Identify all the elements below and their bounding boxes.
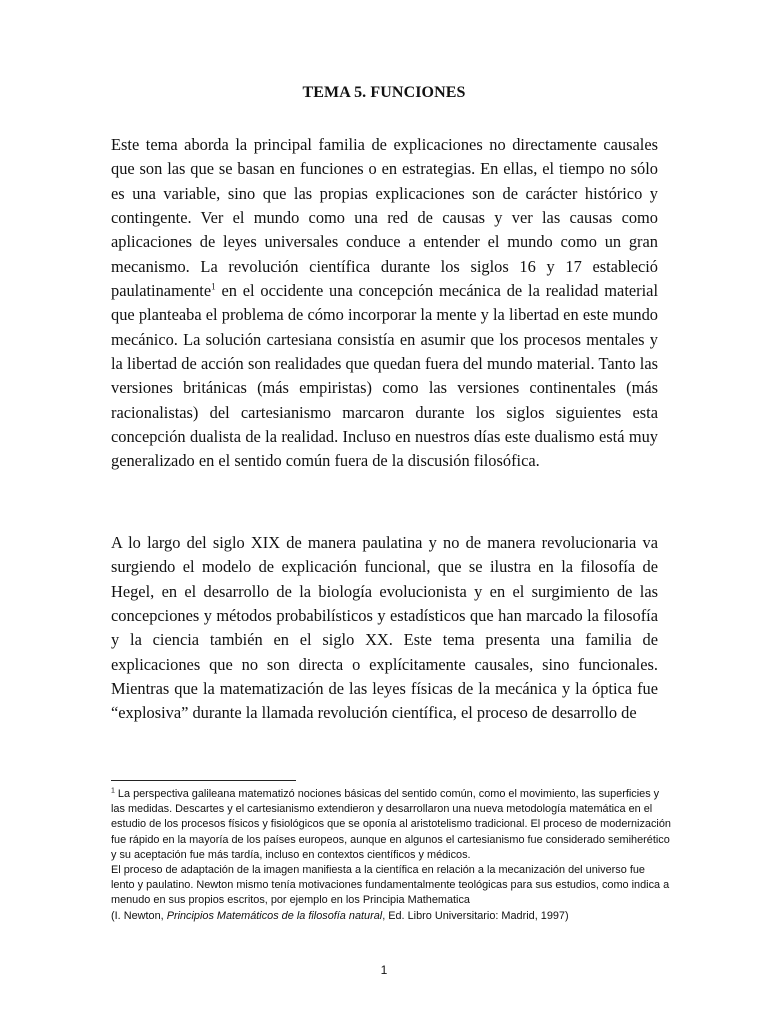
body-paragraph-2: A lo largo del siglo XIX de manera paulatina y no de manera revolucionaria va surgiendo el modelo de explicación funcional, que se ilustra en la filosofía de Hegel, en el desarrollo de la biología evolucionista y en el surgimiento de las concepciones y métodos probabilísticos y estadísticos que han marcado la filosofía y la ciencia también en el siglo XX. Este tema presenta una familia de explicaciones que no son directa o explícitamente causales, sino funcionales. Mientras que la matematización de las leyes físicas de la mecánica y la óptica fue “explosiva” durante la llamada revolución científica, el proceso de desarrollo de bbox=[111, 533, 658, 723]
page-title: TEMA 5. FUNCIONES bbox=[302, 84, 466, 101]
paragraph-1-text-b: en el occidente una concepción mecánica de la realidad material que planteaba el problema de cómo incorporar la mente y la libertad en este mundo mecánico. La solución cartesiana consistía en asumir que los procesos mentales y la libertad de acción son realidades que quedan fuera del mundo material. Tanto las versiones británicas (más empiristas) como las versiones continentales (más racionalistas) del cartesianismo marcaron durante los siglos siguientes esta concepción dualista de la realidad. Incluso en nuestros días este dualismo está muy generalizado en el sentido común fuera de la discusión filosófica. bbox=[111, 281, 658, 471]
paragraph-1-text-a: Este tema aborda la principal familia de explicaciones no directamente causales que son las que se basan en funciones o en estrategias. En ellas, el tiempo no sólo es una variable, sino que las propias explicaciones son de carácter histórico y contingente. Ver el mundo como una red de causas y ver las causas como aplicaciones de leyes universales conduce a entender el mundo como un gran mecanismo. La revolución científica durante los siglos 16 y 17 estableció paulatinamente bbox=[111, 135, 658, 301]
footnote-1-text-a: La perspectiva galileana matematizó nociones básicas del sentido común, como el movimiento, las superficies y las medidas. Descartes y el cartesianismo extendieron y desarrollaron una nueva metodología matemática en el estudio de los procesos físicos y fisiológicos que se oponía al aristotelismo tradicional. El proceso de modernización fue rápido en la mayoría de los países europeos, aunque en algunos el cartesianismo fue considerado semiherético y su aceptación fue más tardía, incluso en contextos científicos y médicos. bbox=[111, 788, 671, 861]
footnote-reference-1[interactable]: 1 bbox=[211, 281, 216, 292]
citation-open: (I. Newton, bbox=[111, 909, 167, 922]
footnote-marker: 1 bbox=[111, 787, 115, 795]
footnote-separator bbox=[111, 780, 296, 781]
footnote-1 bbox=[111, 787, 671, 924]
footnote-1-citation bbox=[111, 909, 671, 924]
body-paragraph-1 bbox=[111, 133, 658, 474]
footnote-1-part-2 bbox=[111, 863, 671, 909]
page-number: 1 bbox=[380, 963, 388, 977]
citation-title: Principios Matemáticos de la filosofía natural bbox=[166, 909, 383, 922]
citation-close: , Ed. Libro Universitario: Madrid, 1997) bbox=[382, 909, 569, 922]
footnote-1-part-1 bbox=[111, 787, 671, 863]
footnote-1-text-b: El proceso de adaptación de la imagen manifiesta a la científica en relación a la mecanización del universo fue lento y paulatino. Newton mismo tenía motivaciones fundamentalmente teológicas para sus estudios, como indica a menudo en sus propios escritos, por ejemplo en los Principia Mathematica bbox=[111, 864, 670, 907]
